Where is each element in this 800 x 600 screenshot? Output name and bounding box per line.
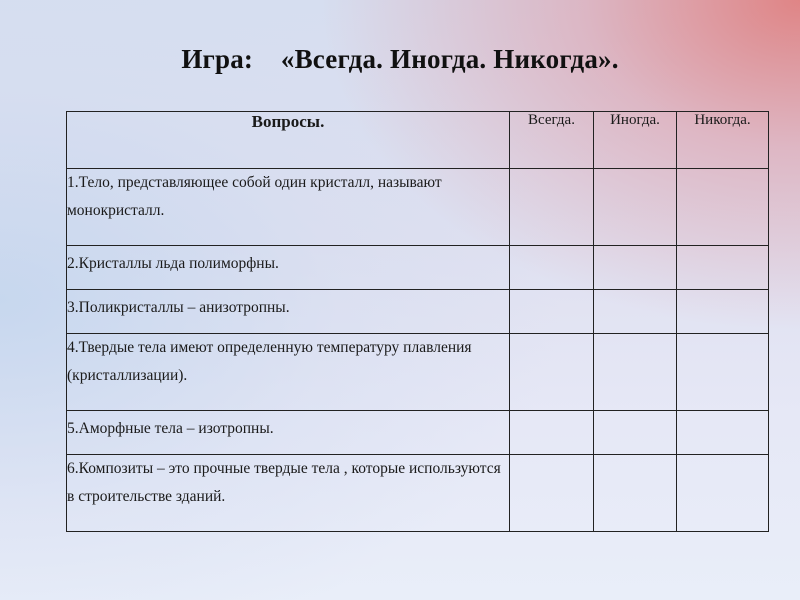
header-sometimes: Иногда. (594, 112, 677, 169)
answer-cell-never[interactable] (677, 334, 769, 411)
answer-cell-always[interactable] (510, 290, 594, 334)
question-cell: 2.Кристаллы льда полиморфны. (67, 246, 510, 290)
answer-cell-never[interactable] (677, 411, 769, 455)
answer-cell-sometimes[interactable] (594, 169, 677, 246)
answer-cell-always[interactable] (510, 411, 594, 455)
table-row (67, 455, 769, 532)
table-row (67, 169, 769, 246)
question-cell: 3.Поликристаллы – анизотропны. (67, 290, 510, 334)
answer-cell-sometimes[interactable] (594, 455, 677, 532)
answer-cell-sometimes[interactable] (594, 334, 677, 411)
answer-cell-never[interactable] (677, 169, 769, 246)
header-always: Всегда. (510, 112, 594, 169)
quiz-table (66, 111, 769, 532)
answer-cell-never[interactable] (677, 455, 769, 532)
table-row (67, 411, 769, 455)
table-row (67, 290, 769, 334)
answer-cell-sometimes[interactable] (594, 290, 677, 334)
answer-cell-always[interactable] (510, 246, 594, 290)
answer-cell-always[interactable] (510, 455, 594, 532)
header-questions: Вопросы. (67, 112, 510, 169)
answer-cell-sometimes[interactable] (594, 411, 677, 455)
question-cell: 4.Твердые тела имеют определенную температуру плавления (кристаллизации). (67, 334, 510, 411)
question-cell: 5.Аморфные тела – изотропны. (67, 411, 510, 455)
question-cell: 1.Тело, представляющее собой один кристалл, называют монокристалл. (67, 169, 510, 246)
answer-cell-sometimes[interactable] (594, 246, 677, 290)
slide-title: Игра: «Всегда. Иногда. Никогда». (181, 44, 619, 74)
table-header-row (67, 112, 769, 169)
answer-cell-never[interactable] (677, 246, 769, 290)
header-never: Никогда. (677, 112, 769, 169)
answer-cell-always[interactable] (510, 334, 594, 411)
question-cell: 6.Композиты – это прочные твердые тела , которые используются в строительстве зданий. (67, 455, 510, 532)
table-row (67, 334, 769, 411)
table-row (67, 246, 769, 290)
answer-cell-always[interactable] (510, 169, 594, 246)
answer-cell-never[interactable] (677, 290, 769, 334)
